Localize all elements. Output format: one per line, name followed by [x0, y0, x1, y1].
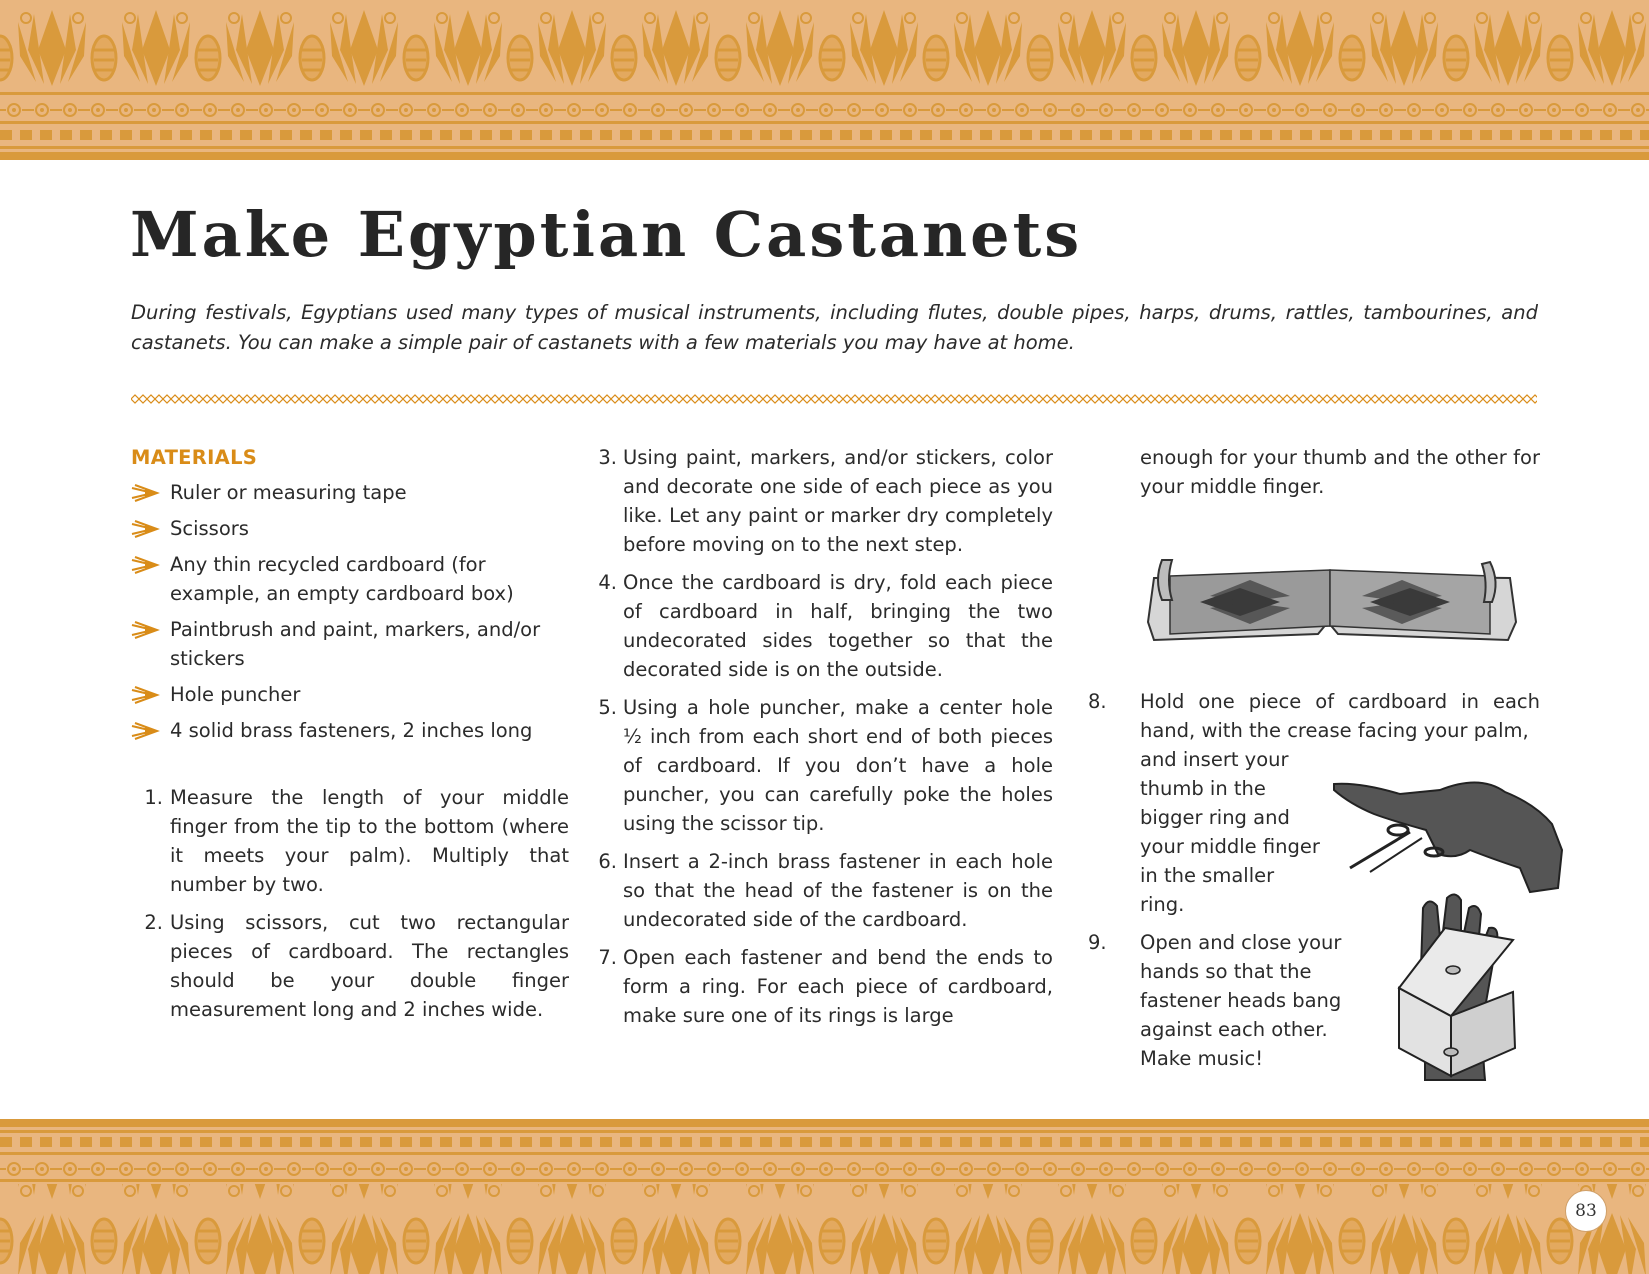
materials-heading: MATERIALS: [131, 446, 258, 469]
steps-list-part-1: [131, 783, 569, 1024]
arrow-bullet-icon: [131, 484, 161, 502]
step-number: 3.: [598, 446, 617, 469]
material-item-label: 4 solid brass fasteners, 2 inches long: [170, 719, 533, 742]
material-item-label: Any thin recycled cardboard (for example, an empty cardboard box): [170, 553, 514, 605]
material-item: [131, 514, 569, 543]
step-number: 7.: [598, 946, 617, 969]
column-2: [591, 443, 1053, 1039]
step-number: 4.: [598, 571, 617, 594]
column-1: [131, 443, 569, 1033]
intro-paragraph: During festivals, Egyptians used many types of musical instruments, including flutes, double pipes, harps, drums, rattles, tambourines, and castanets. You can make a simple pair of castanets with a few materials you may have at home.: [131, 301, 1538, 354]
step-number: 9.: [1088, 931, 1107, 954]
step-number: 6.: [598, 850, 617, 873]
material-item: [131, 716, 569, 745]
material-item: [131, 680, 569, 709]
arrow-bullet-icon: [131, 722, 161, 740]
step-number: 1.: [144, 786, 163, 809]
step-text: Using paint, markers, and/or stickers, color and decorate one side of each piece as you like. Let any paint or marker dry completely before moving on to the next step.: [623, 446, 1053, 556]
diamond-chain-divider: [131, 393, 1537, 405]
page-title: Make Egyptian Castanets: [130, 198, 1083, 271]
material-item-label: Scissors: [170, 517, 249, 540]
step-text: Using scissors, cut two rectangular pieces of cardboard. The rectangles should be your double finger measurement long and 2 inches wide.: [170, 911, 569, 1021]
folded-cardboard-illustration: [1140, 530, 1520, 660]
material-item-label: Ruler or measuring tape: [170, 481, 407, 504]
hand-with-castanet-illustration: [1330, 764, 1570, 894]
material-item: [131, 478, 569, 507]
step-7-continuation: enough for your thumb and the other for your middle finger.: [1140, 446, 1540, 498]
material-item-label: Hole puncher: [170, 683, 301, 706]
lotus-border-top: [0, 0, 1649, 160]
material-item: [131, 615, 569, 673]
step-number: 5.: [598, 696, 617, 719]
hand-closing-castanet-illustration: [1385, 888, 1535, 1088]
steps-list-part-2: [591, 443, 1053, 1030]
step-item: [131, 783, 569, 899]
step-text: Open each fastener and bend the ends to form a ring. For each piece of cardboard, make sure one of its rings is large: [623, 946, 1053, 1027]
step-item: [591, 568, 1053, 684]
step-text: and insert your thumb in the bigger ring and your middle finger in the smaller ring.: [1140, 748, 1320, 916]
arrow-bullet-icon: [131, 621, 161, 639]
arrow-bullet-icon: [131, 556, 161, 574]
step-item: [591, 943, 1053, 1030]
step-number: 2.: [144, 911, 163, 934]
step-text: Measure the length of your middle finger from the tip to the bottom (where it meets your palm). Multiply that number by two.: [170, 786, 569, 896]
step-text: Insert a 2-inch brass fastener in each hole so that the head of the fastener is on the undecorated side of the cardboard.: [623, 850, 1053, 931]
bottom-ornament-band: [0, 1119, 1649, 1274]
lotus-border-bottom: [0, 1119, 1649, 1274]
materials-list: [131, 478, 569, 745]
material-item-label: Paintbrush and paint, markers, and/or stickers: [170, 618, 541, 670]
step-item: [131, 908, 569, 1024]
arrow-bullet-icon: [131, 520, 161, 538]
top-ornament-band: [0, 0, 1649, 160]
step-number: 8.: [1088, 690, 1107, 713]
page-number: 83: [1565, 1190, 1607, 1232]
step-item: [591, 847, 1053, 934]
arrow-bullet-icon: [131, 686, 161, 704]
step-text: Using a hole puncher, make a center hole ½ inch from each short end of both pieces of cardboard. If you don’t have a hole puncher, you can carefully poke the holes using the scissor tip.: [623, 696, 1053, 835]
column-3: [1110, 443, 1540, 501]
step-item: [591, 443, 1053, 559]
material-item: [131, 550, 569, 608]
step-text: Hold one piece of cardboard in each hand, with the crease facing your palm,: [1140, 690, 1540, 742]
step-text: Once the cardboard is dry, fold each piece of cardboard in half, bringing the two undecorated sides together so that the decorated side is on the outside.: [623, 571, 1053, 681]
step-text: Open and close your hands so that the fastener heads bang against each other. Make music!: [1140, 931, 1342, 1070]
step-item: [591, 693, 1053, 838]
